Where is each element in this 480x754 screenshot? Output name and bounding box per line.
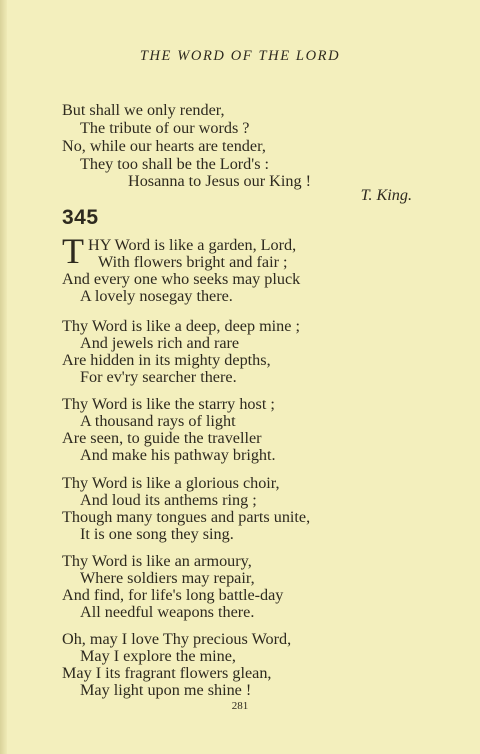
verse-line: Though many tongues and parts unite, <box>62 508 311 526</box>
page-binding-edge <box>0 0 7 754</box>
verse-line: Oh, may I love Thy precious Word, <box>62 630 292 648</box>
verse-line: May light upon me shine ! <box>80 681 252 699</box>
verse-line: No, while our hearts are tender, <box>62 137 266 155</box>
verse-line: And make his pathway bright. <box>80 446 276 464</box>
author-attribution: T. King. <box>360 186 412 204</box>
verse-line: And loud its anthems ring ; <box>80 491 257 509</box>
verse-line: A thousand rays of light <box>80 412 236 430</box>
running-header: THE WORD OF THE LORD <box>139 48 341 64</box>
hymn-number: 345 <box>62 206 99 229</box>
verse-line: A lovely nosegay there. <box>80 287 233 305</box>
verse-line: They too shall be the Lord's : <box>80 155 270 173</box>
verse-line: May I explore the mine, <box>80 647 236 665</box>
verse-line: Are hidden in its mighty depths, <box>62 351 271 369</box>
verse-line: All needful weapons there. <box>80 603 255 621</box>
verse-line: And every one who seeks may pluck <box>62 270 301 288</box>
drop-cap: T <box>62 231 84 271</box>
verse-line: Thy Word is like an armoury, <box>62 552 252 570</box>
verse-line: With flowers bright and fair ; <box>98 253 288 271</box>
verse-line: And find, for life's long battle-day <box>62 586 284 604</box>
verse-line: Thy Word is like a glorious choir, <box>62 474 280 492</box>
verse-line: Hosanna to Jesus our King ! <box>128 172 311 190</box>
verse-line: Where soldiers may repair, <box>80 569 255 587</box>
verse-line: It is one song they sing. <box>80 525 234 543</box>
verse-line: And jewels rich and rare <box>80 334 240 352</box>
page-number: 281 <box>231 700 249 712</box>
verse-line: Thy Word is like a deep, deep mine ; <box>62 317 300 335</box>
verse-line: HY Word is like a garden, Lord, <box>88 236 297 254</box>
verse-line: May I its fragrant flowers glean, <box>62 664 272 682</box>
verse-line: Thy Word is like the starry host ; <box>62 395 275 413</box>
verse-line: But shall we only render, <box>62 101 225 119</box>
verse-line: The tribute of our words ? <box>80 119 250 137</box>
verse-line: Are seen, to guide the traveller <box>62 429 262 447</box>
verse-line: For ev'ry searcher there. <box>80 368 237 386</box>
